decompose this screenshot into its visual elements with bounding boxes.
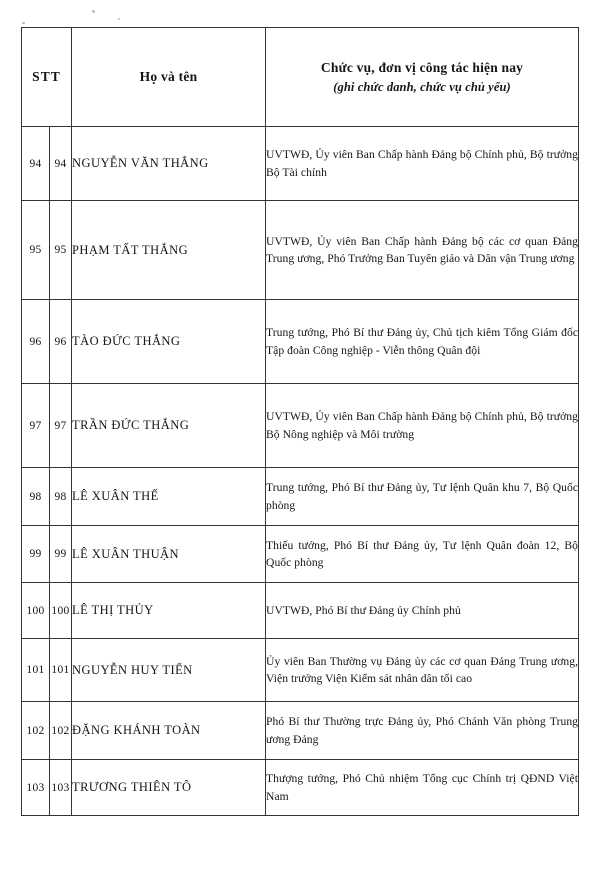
table-row bbox=[22, 583, 579, 639]
cell-stt-primary: 94 bbox=[22, 127, 50, 201]
cell-name: LÊ XUÂN THẾ bbox=[72, 468, 266, 526]
cell-stt-secondary: 94 bbox=[50, 127, 72, 201]
cell-position bbox=[266, 300, 579, 384]
cell-stt-primary: 98 bbox=[22, 468, 50, 526]
personnel-table bbox=[21, 27, 579, 816]
cell-position bbox=[266, 201, 579, 300]
cell-name: NGUYỄN HUY TIẾN bbox=[72, 639, 266, 702]
cell-name: PHẠM TẤT THẮNG bbox=[72, 201, 266, 300]
column-header-position-sub: (ghi chức danh, chức vụ chủ yếu) bbox=[333, 79, 511, 94]
table-row bbox=[22, 702, 579, 760]
cell-position-text: Trung tướng, Phó Bí thư Đảng ủy, Chủ tịch kiêm Tổng Giám đốc Tập đoàn Công nghiệp - Viễn thông Quân đội bbox=[266, 326, 579, 357]
table-row bbox=[22, 300, 579, 384]
column-header-position-main: Chức vụ, đơn vị công tác hiện nay bbox=[320, 60, 524, 76]
cell-stt-primary: 96 bbox=[22, 300, 50, 384]
cell-position-text: Thượng tướng, Phó Chủ nhiệm Tổng cục Chính trị QĐND Việt Nam bbox=[266, 772, 579, 803]
scan-speckle bbox=[22, 22, 25, 24]
table-row bbox=[22, 468, 579, 526]
cell-position-text: UVTWĐ, Phó Bí thư Đảng ủy Chính phủ bbox=[266, 603, 461, 617]
cell-stt-primary: 103 bbox=[22, 760, 50, 816]
cell-position-text: UVTWĐ, Ủy viên Ban Chấp hành Đảng bộ các cơ quan Đảng Trung ương, Phó Trưởng Ban Tuyên giáo và Dân vận Trung ương bbox=[266, 234, 579, 265]
cell-stt-primary: 101 bbox=[22, 639, 50, 702]
cell-position bbox=[266, 639, 579, 702]
cell-stt-secondary: 102 bbox=[50, 702, 72, 760]
table-row bbox=[22, 384, 579, 468]
cell-stt-secondary: 97 bbox=[50, 384, 72, 468]
cell-position-text: Thiếu tướng, Phó Bí thư Đảng ủy, Tư lệnh Quân đoàn 12, Bộ Quốc phòng bbox=[266, 538, 579, 569]
cell-stt-secondary: 98 bbox=[50, 468, 72, 526]
cell-name: TRẦN ĐỨC THẮNG bbox=[72, 384, 266, 468]
cell-position-text: UVTWĐ, Ủy viên Ban Chấp hành Đảng bộ Chính phủ, Bộ trưởng Bộ Nông nghiệp và Môi trường bbox=[266, 410, 579, 441]
table-header bbox=[22, 28, 579, 127]
cell-position bbox=[266, 583, 579, 639]
cell-position-text: Ủy viên Ban Thường vụ Đảng ủy các cơ quan Đảng Trung ương, Viện trưởng Viện Kiểm sát nhân dân tối cao bbox=[266, 654, 579, 685]
scan-speckle bbox=[118, 18, 120, 20]
table-row bbox=[22, 760, 579, 816]
header-row bbox=[22, 28, 579, 127]
cell-position-text: Trung tướng, Phó Bí thư Đảng ủy, Tư lệnh Quân khu 7, Bộ Quốc phòng bbox=[266, 481, 579, 512]
cell-stt-primary: 100 bbox=[22, 583, 50, 639]
cell-name: TÀO ĐỨC THẮNG bbox=[72, 300, 266, 384]
table-row bbox=[22, 127, 579, 201]
cell-name: NGUYỄN VĂN THẮNG bbox=[72, 127, 266, 201]
cell-stt-primary: 97 bbox=[22, 384, 50, 468]
column-header-position bbox=[266, 28, 579, 127]
cell-stt-secondary: 95 bbox=[50, 201, 72, 300]
cell-stt-secondary: 101 bbox=[50, 639, 72, 702]
cell-position bbox=[266, 760, 579, 816]
table-row bbox=[22, 526, 579, 583]
cell-name: LÊ THỊ THỦY bbox=[72, 583, 266, 639]
table-row bbox=[22, 201, 579, 300]
cell-stt-secondary: 103 bbox=[50, 760, 72, 816]
cell-stt-primary: 95 bbox=[22, 201, 50, 300]
table-body bbox=[22, 127, 579, 816]
cell-stt-primary: 99 bbox=[22, 526, 50, 583]
cell-name: TRƯƠNG THIÊN TÔ bbox=[72, 760, 266, 816]
cell-position bbox=[266, 526, 579, 583]
cell-stt-secondary: 100 bbox=[50, 583, 72, 639]
cell-name: ĐẶNG KHÁNH TOÀN bbox=[72, 702, 266, 760]
column-header-name: Họ và tên bbox=[72, 28, 266, 127]
cell-name: LÊ XUÂN THUẬN bbox=[72, 526, 266, 583]
cell-stt-primary: 102 bbox=[22, 702, 50, 760]
cell-position bbox=[266, 702, 579, 760]
document-page bbox=[21, 27, 578, 816]
cell-position-text: Phó Bí thư Thường trực Đảng ủy, Phó Chánh Văn phòng Trung ương Đảng bbox=[266, 715, 579, 746]
cell-position bbox=[266, 468, 579, 526]
column-header-stt: STT bbox=[22, 28, 72, 127]
table-row bbox=[22, 639, 579, 702]
scan-speckle bbox=[92, 10, 95, 13]
cell-position-text: UVTWĐ, Ủy viên Ban Chấp hành Đảng bộ Chính phủ, Bộ trưởng Bộ Tài chính bbox=[266, 148, 579, 179]
cell-stt-secondary: 96 bbox=[50, 300, 72, 384]
cell-stt-secondary: 99 bbox=[50, 526, 72, 583]
cell-position bbox=[266, 384, 579, 468]
cell-position bbox=[266, 127, 579, 201]
